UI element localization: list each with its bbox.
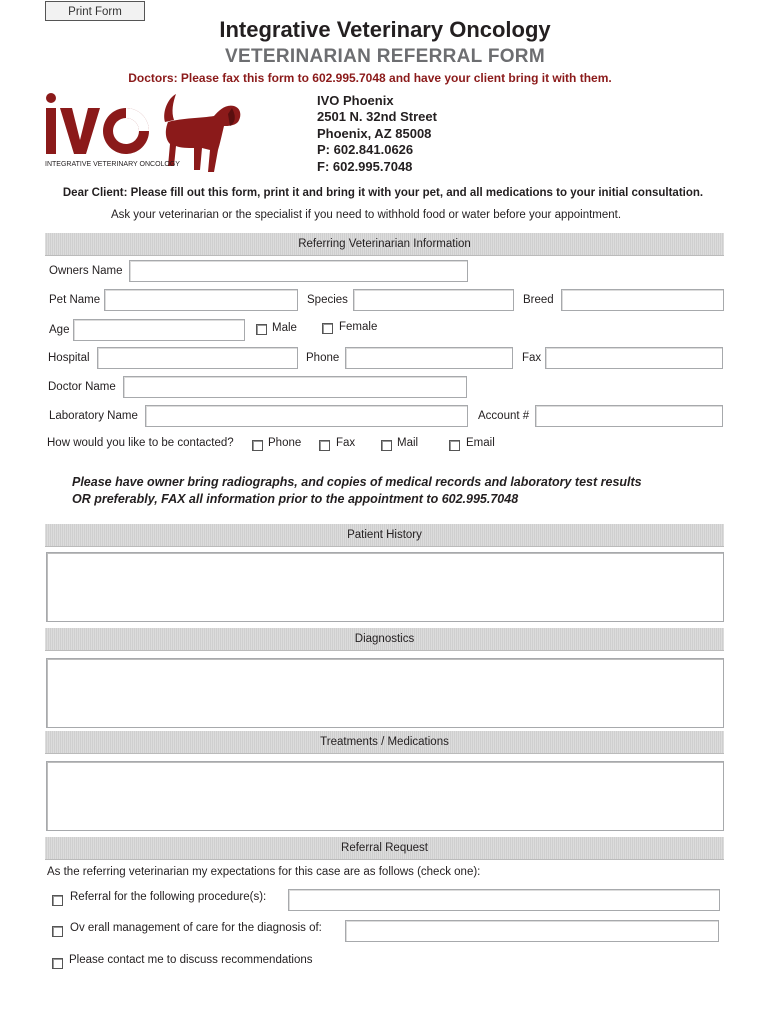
breed-field[interactable] — [561, 289, 724, 311]
ivo-logo — [44, 92, 244, 176]
clinic-name: IVO Phoenix — [317, 93, 394, 108]
account-label: Account # — [478, 410, 530, 422]
clinic-fax: F: 602.995.7048 — [317, 159, 413, 174]
hospital-label: Hospital — [48, 352, 90, 364]
contact-fax-checkbox[interactable] — [319, 440, 330, 451]
referral-procedure-field[interactable] — [288, 889, 720, 911]
treatments-textarea[interactable] — [46, 761, 724, 831]
section-diagnostics: Diagnostics — [45, 628, 724, 651]
section-treatments: Treatments / Medications — [45, 731, 724, 754]
fax-field[interactable] — [545, 347, 723, 369]
phone-field[interactable] — [345, 347, 513, 369]
form-subtitle: VETERINARIAN REFERRAL FORM — [225, 46, 545, 67]
logo-tagline: INTEGRATIVE VETERINARY ONCOLOGY — [45, 161, 180, 168]
contact-fax-label: Fax — [336, 437, 356, 449]
laboratory-name-field[interactable] — [145, 405, 468, 427]
records-notice-line1: Please have owner bring radiographs, and copies of medical records and laboratory test results — [72, 475, 642, 489]
section-referral-request: Referral Request — [45, 837, 724, 860]
ivo-logo-graphic — [44, 92, 244, 176]
page-title: Integrative Veterinary Oncology — [219, 17, 551, 42]
contact-email-checkbox[interactable] — [449, 440, 460, 451]
contact-me-checkbox[interactable] — [52, 958, 63, 969]
section-referring-vet: Referring Veterinarian Information — [45, 233, 724, 256]
contact-email-label: Email — [466, 437, 495, 449]
overall-management-label: Ov erall management of care for the diagnosis of: — [70, 922, 322, 934]
doctor-name-label: Doctor Name — [48, 381, 116, 393]
pet-name-label: Pet Name — [49, 294, 101, 306]
female-checkbox[interactable] — [322, 323, 333, 334]
male-label: Male — [272, 322, 297, 334]
female-label: Female — [339, 321, 378, 333]
species-label: Species — [307, 294, 348, 306]
species-field[interactable] — [353, 289, 514, 311]
contact-phone-checkbox[interactable] — [252, 440, 263, 451]
overall-management-checkbox[interactable] — [52, 926, 63, 937]
clinic-phone: P: 602.841.0626 — [317, 142, 414, 157]
owners-name-field[interactable] — [129, 260, 468, 282]
pet-name-field[interactable] — [104, 289, 298, 311]
owners-name-label: Owners Name — [49, 265, 123, 277]
records-notice-line2: OR preferably, FAX all information prior to the appointment to 602.995.7048 — [72, 492, 519, 506]
fax-label: Fax — [522, 352, 542, 364]
diagnosis-field[interactable] — [345, 920, 719, 942]
account-field[interactable] — [535, 405, 723, 427]
breed-label: Breed — [523, 294, 554, 306]
referral-expectations: As the referring veterinarian my expectations for this case are as follows (check one): — [47, 866, 481, 878]
section-patient-history: Patient History — [45, 524, 724, 547]
print-form-button[interactable]: Print Form — [45, 1, 145, 21]
laboratory-name-label: Laboratory Name — [49, 410, 138, 422]
contact-mail-label: Mail — [397, 437, 419, 449]
doctor-name-field[interactable] — [123, 376, 467, 398]
diagnostics-textarea[interactable] — [46, 658, 724, 728]
contact-me-label: Please contact me to discuss recommendations — [69, 954, 313, 966]
clinic-street: 2501 N. 32nd Street — [317, 109, 437, 124]
hospital-field[interactable] — [97, 347, 298, 369]
age-label: Age — [49, 324, 70, 336]
clinic-city: Phoenix, AZ 85008 — [317, 126, 432, 141]
male-checkbox[interactable] — [256, 324, 267, 335]
patient-history-textarea[interactable] — [46, 552, 724, 622]
contact-phone-label: Phone — [268, 437, 302, 449]
fax-instruction: Doctors: Please fax this form to 602.995.7048 and have your client bring it with them. — [128, 71, 612, 85]
referral-procedure-label: Referral for the following procedure(s): — [70, 891, 267, 903]
age-field[interactable] — [73, 319, 245, 341]
contact-mail-checkbox[interactable] — [381, 440, 392, 451]
phone-label: Phone — [306, 352, 340, 364]
referral-procedure-checkbox[interactable] — [52, 895, 63, 906]
ask-vet-instruction: Ask your veterinarian or the specialist if you need to withhold food or water before your appointment. — [110, 209, 622, 221]
contact-question: How would you like to be contacted? — [47, 437, 234, 449]
dear-client-instruction: Dear Client: Please fill out this form, print it and bring it with your pet, and all medications to your initial consultation. — [62, 187, 704, 199]
